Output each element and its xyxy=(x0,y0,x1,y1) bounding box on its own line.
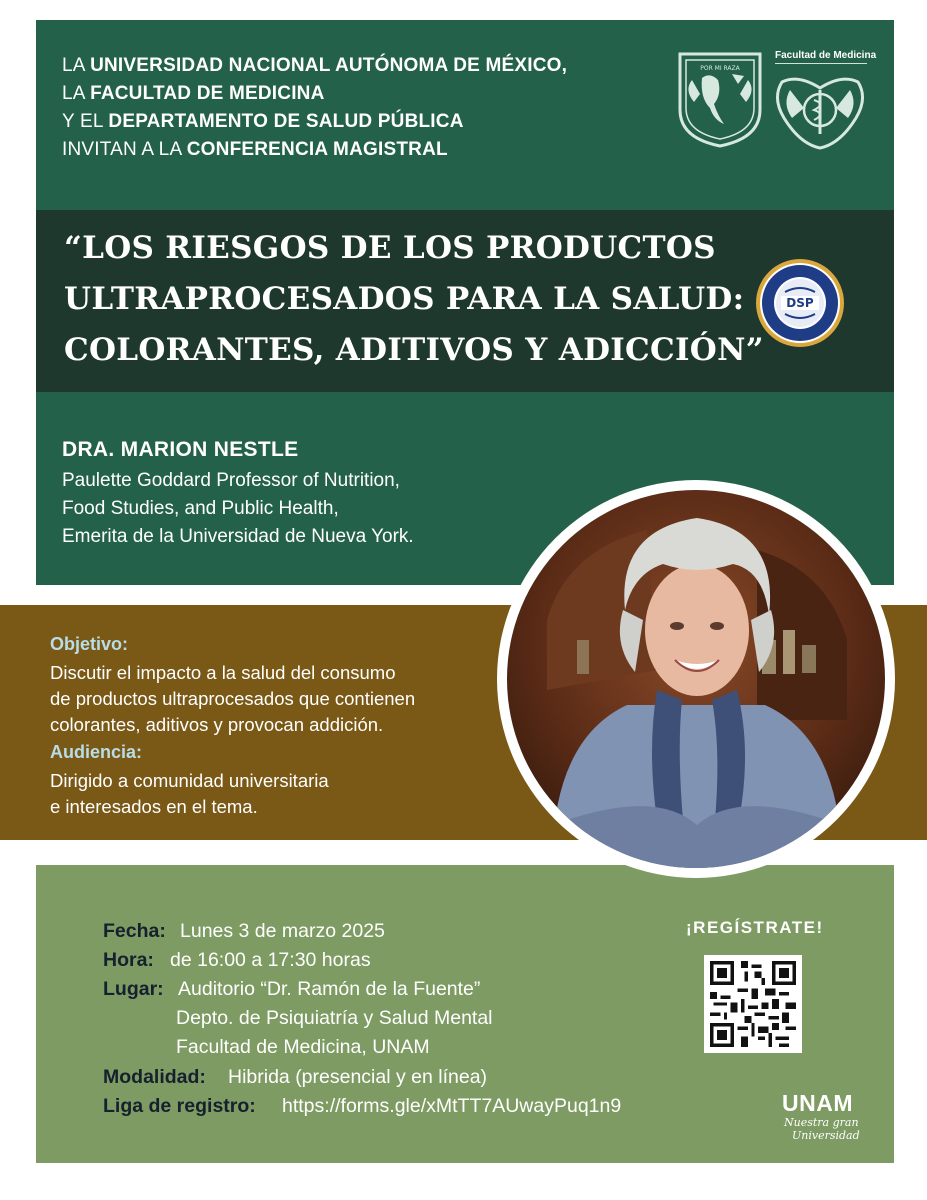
invitation-prefix: LA xyxy=(62,55,91,76)
conference-title-line-3: COLORANTES, ADITIVOS Y ADICCIÓN” xyxy=(64,332,764,368)
conference-title-line-1: “LOS RIESGOS DE LOS PRODUCTOS xyxy=(64,230,716,266)
unam-brand-logo xyxy=(772,1090,882,1146)
place-line-2: Depto. de Psiquiatría y Salud Mental xyxy=(176,1007,493,1029)
invitation-bold: UNIVERSIDAD NACIONAL AUTÓNOMA DE MÉXICO, xyxy=(90,55,568,76)
audience-label: Audiencia: xyxy=(50,742,143,762)
register-label: ¡REGÍSTRATE! xyxy=(686,918,824,937)
place-line-1: Auditorio “Dr. Ramón de la Fuente” xyxy=(178,978,481,1000)
unam-seal-icon xyxy=(674,50,766,148)
unam-wordmark: UNAM xyxy=(782,1090,853,1116)
audience-text-line-2: e interesados en el tema. xyxy=(50,796,258,817)
objective-label: Objetivo: xyxy=(50,634,129,654)
invitation-line-3 xyxy=(62,111,464,133)
invitation-prefix: LA xyxy=(62,83,91,104)
place-line-3: Facultad de Medicina, UNAM xyxy=(176,1036,430,1058)
modality-label: Modalidad: xyxy=(103,1066,206,1088)
audience-text-line-1: Dirigido a comunidad universitaria xyxy=(50,770,329,791)
registration-link-label: Liga de registro: xyxy=(103,1095,256,1117)
invitation-bold: CONFERENCIA MAGISTRAL xyxy=(186,139,448,160)
invitation-bold: DEPARTAMENTO DE SALUD PÚBLICA xyxy=(108,111,464,132)
speaker-affiliation-line-3: Emerita de la Universidad de Nueva York. xyxy=(62,526,414,547)
time-value: de 16:00 a 17:30 horas xyxy=(170,949,371,971)
invitation-line-1 xyxy=(62,55,567,77)
unam-tagline-1: Nuestra gran xyxy=(784,1116,859,1129)
speaker-photo xyxy=(507,490,885,868)
date-label: Fecha: xyxy=(103,920,166,942)
invitation-prefix: Y EL xyxy=(62,111,109,132)
faculty-caption: Facultad de Medicina xyxy=(775,50,867,64)
invitation-bold: FACULTAD DE MEDICINA xyxy=(90,83,325,104)
invitation-line-2 xyxy=(62,83,325,105)
speaker-affiliation-line-2: Food Studies, and Public Health, xyxy=(62,498,339,519)
date-value: Lunes 3 de marzo 2025 xyxy=(180,920,385,942)
svg-text:POR MI RAZA: POR MI RAZA xyxy=(700,65,740,72)
speaker-affiliation-line-1: Paulette Goddard Professor of Nutrition, xyxy=(62,470,400,491)
dsp-badge-icon xyxy=(755,258,845,348)
conference-title-line-2: ULTRAPROCESADOS PARA LA SALUD: xyxy=(64,281,745,317)
unam-tagline-2: Universidad xyxy=(792,1129,860,1142)
modality-value: Hibrida (presencial y en línea) xyxy=(228,1066,488,1088)
qr-code-icon[interactable] xyxy=(704,955,802,1053)
time-label: Hora: xyxy=(103,949,154,971)
speaker-name: DRA. MARION NESTLE xyxy=(62,438,299,461)
invitation-line-4 xyxy=(62,139,448,161)
place-label: Lugar: xyxy=(103,978,164,1000)
objective-text-line-3: colorantes, aditivos y provocan addición. xyxy=(50,714,384,735)
objective-text-line-2: de productos ultraprocesados que contienen xyxy=(50,688,416,709)
registration-link[interactable]: https://forms.gle/xMtTT7AUwayPuq1n9 xyxy=(282,1095,622,1117)
svg-text:DSP: DSP xyxy=(786,296,814,310)
objective-text-line-1: Discutir el impacto a la salud del consumo xyxy=(50,662,396,683)
medicine-faculty-logo-icon xyxy=(770,48,870,152)
invitation-prefix: INVITAN A LA xyxy=(62,139,187,160)
